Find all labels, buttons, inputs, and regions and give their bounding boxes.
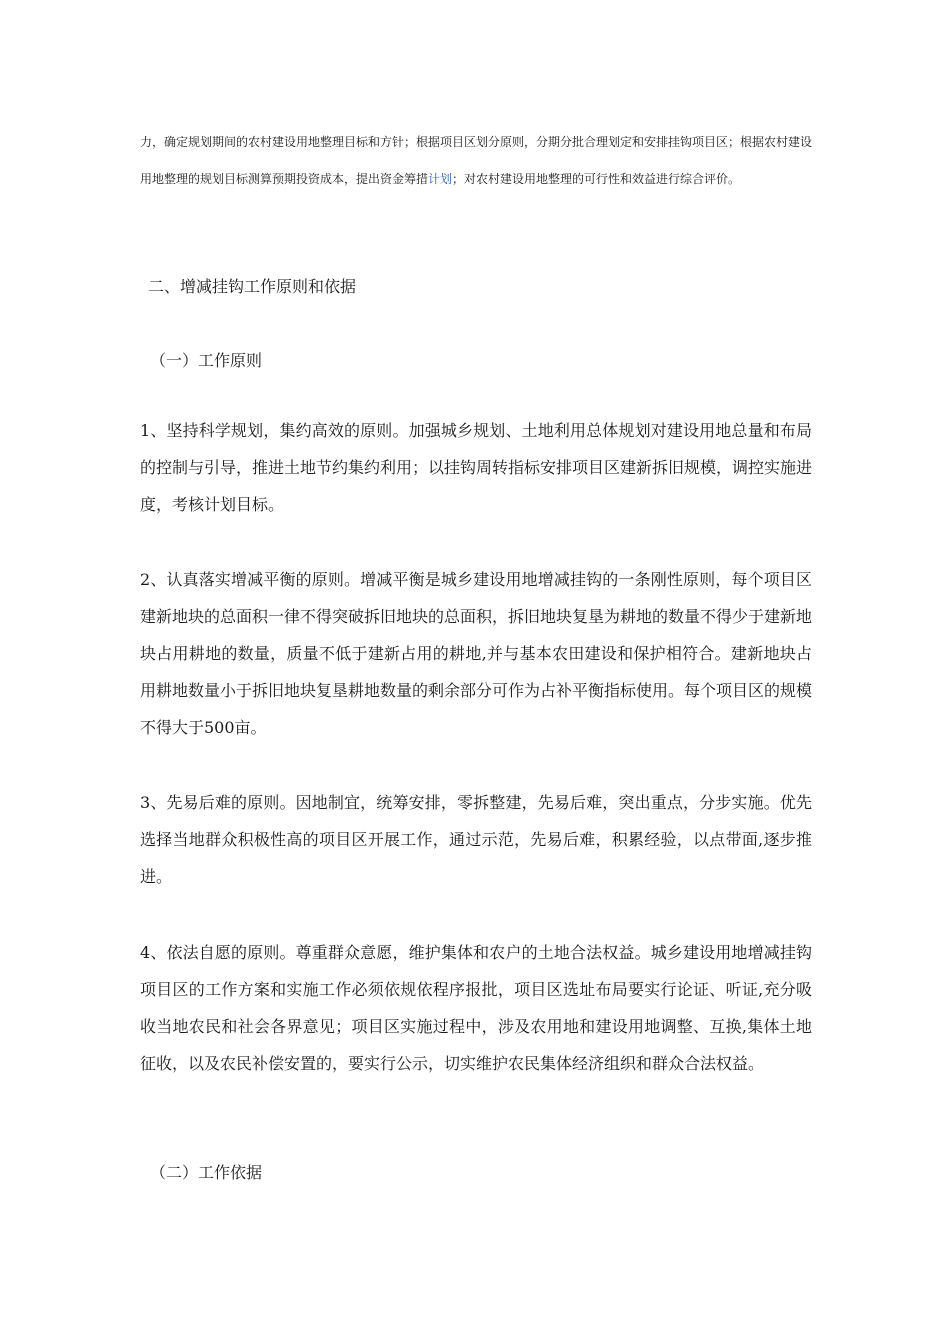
- principle-paragraph-1: 1、坚持科学规划，集约高效的原则。加强城乡规划、土地利用总体规划对建设用地总量和布局的控制与引导，推进土地节约集约利用；以挂钩周转指标安排项目区建新拆旧规模，调控实施进度，考核计划目标。: [140, 421, 813, 514]
- plan-link[interactable]: 计划: [428, 172, 453, 186]
- subheading-work-basis: （二）工作依据: [150, 1163, 263, 1182]
- principle-paragraph-4: 4、依法自愿的原则。尊重群众意愿，维护集体和农户的土地合法权益。城乡建设用地增减挂钩项目区的工作方案和实施工作必须依规依程序报批，项目区选址布局要实行论证、听证,充分吸收当地农民和社会各界意见；项目区实施过程中，涉及农用地和建设用地调整、互换,集体土地征收，以及农民补偿安置的，要实行公示，切实维护农民集体经济组织和群众合法权益。: [140, 943, 812, 1073]
- intro-text: 力，确定规划期间的农村建设用地整理目标和方针；根据项目区划分原则，分期分批合理划定和安排挂钩项目区；根据农村建设用地整理的规划目标测算预期投资成本，提出资金筹措: [140, 135, 813, 186]
- subheading-work-principles: （一）工作原则: [150, 351, 263, 370]
- section-heading: 二、增减挂钩工作原则和依据: [148, 277, 357, 296]
- intro-text-end: ；对农村建设用地整理的可行性和效益进行综合评价。: [452, 172, 741, 186]
- principle-paragraph-2: 2、认真落实增减平衡的原则。增减平衡是城乡建设用地增减挂钩的一条刚性原则，每个项目区建新地块的总面积一律不得突破拆旧地块的总面积，拆旧地块复垦为耕地的数量不得少于建新地块占用耕地的数量，质量不低于建新占用的耕地,并与基本农田建设和保护相符合。建新地块占用耕地数量小于拆旧地块复垦耕地数量的剩余部分可作为占补平衡指标使用。每个项目区的规模不得大于500亩。: [140, 570, 813, 737]
- intro-paragraph: [140, 124, 812, 198]
- principle-paragraph-3: 3、先易后难的原则。因地制宜，统筹安排，零拆整建，先易后难，突出重点，分步实施。优先选择当地群众积极性高的项目区开展工作，通过示范，先易后难，积累经验，以点带面,逐步推进。: [140, 793, 812, 886]
